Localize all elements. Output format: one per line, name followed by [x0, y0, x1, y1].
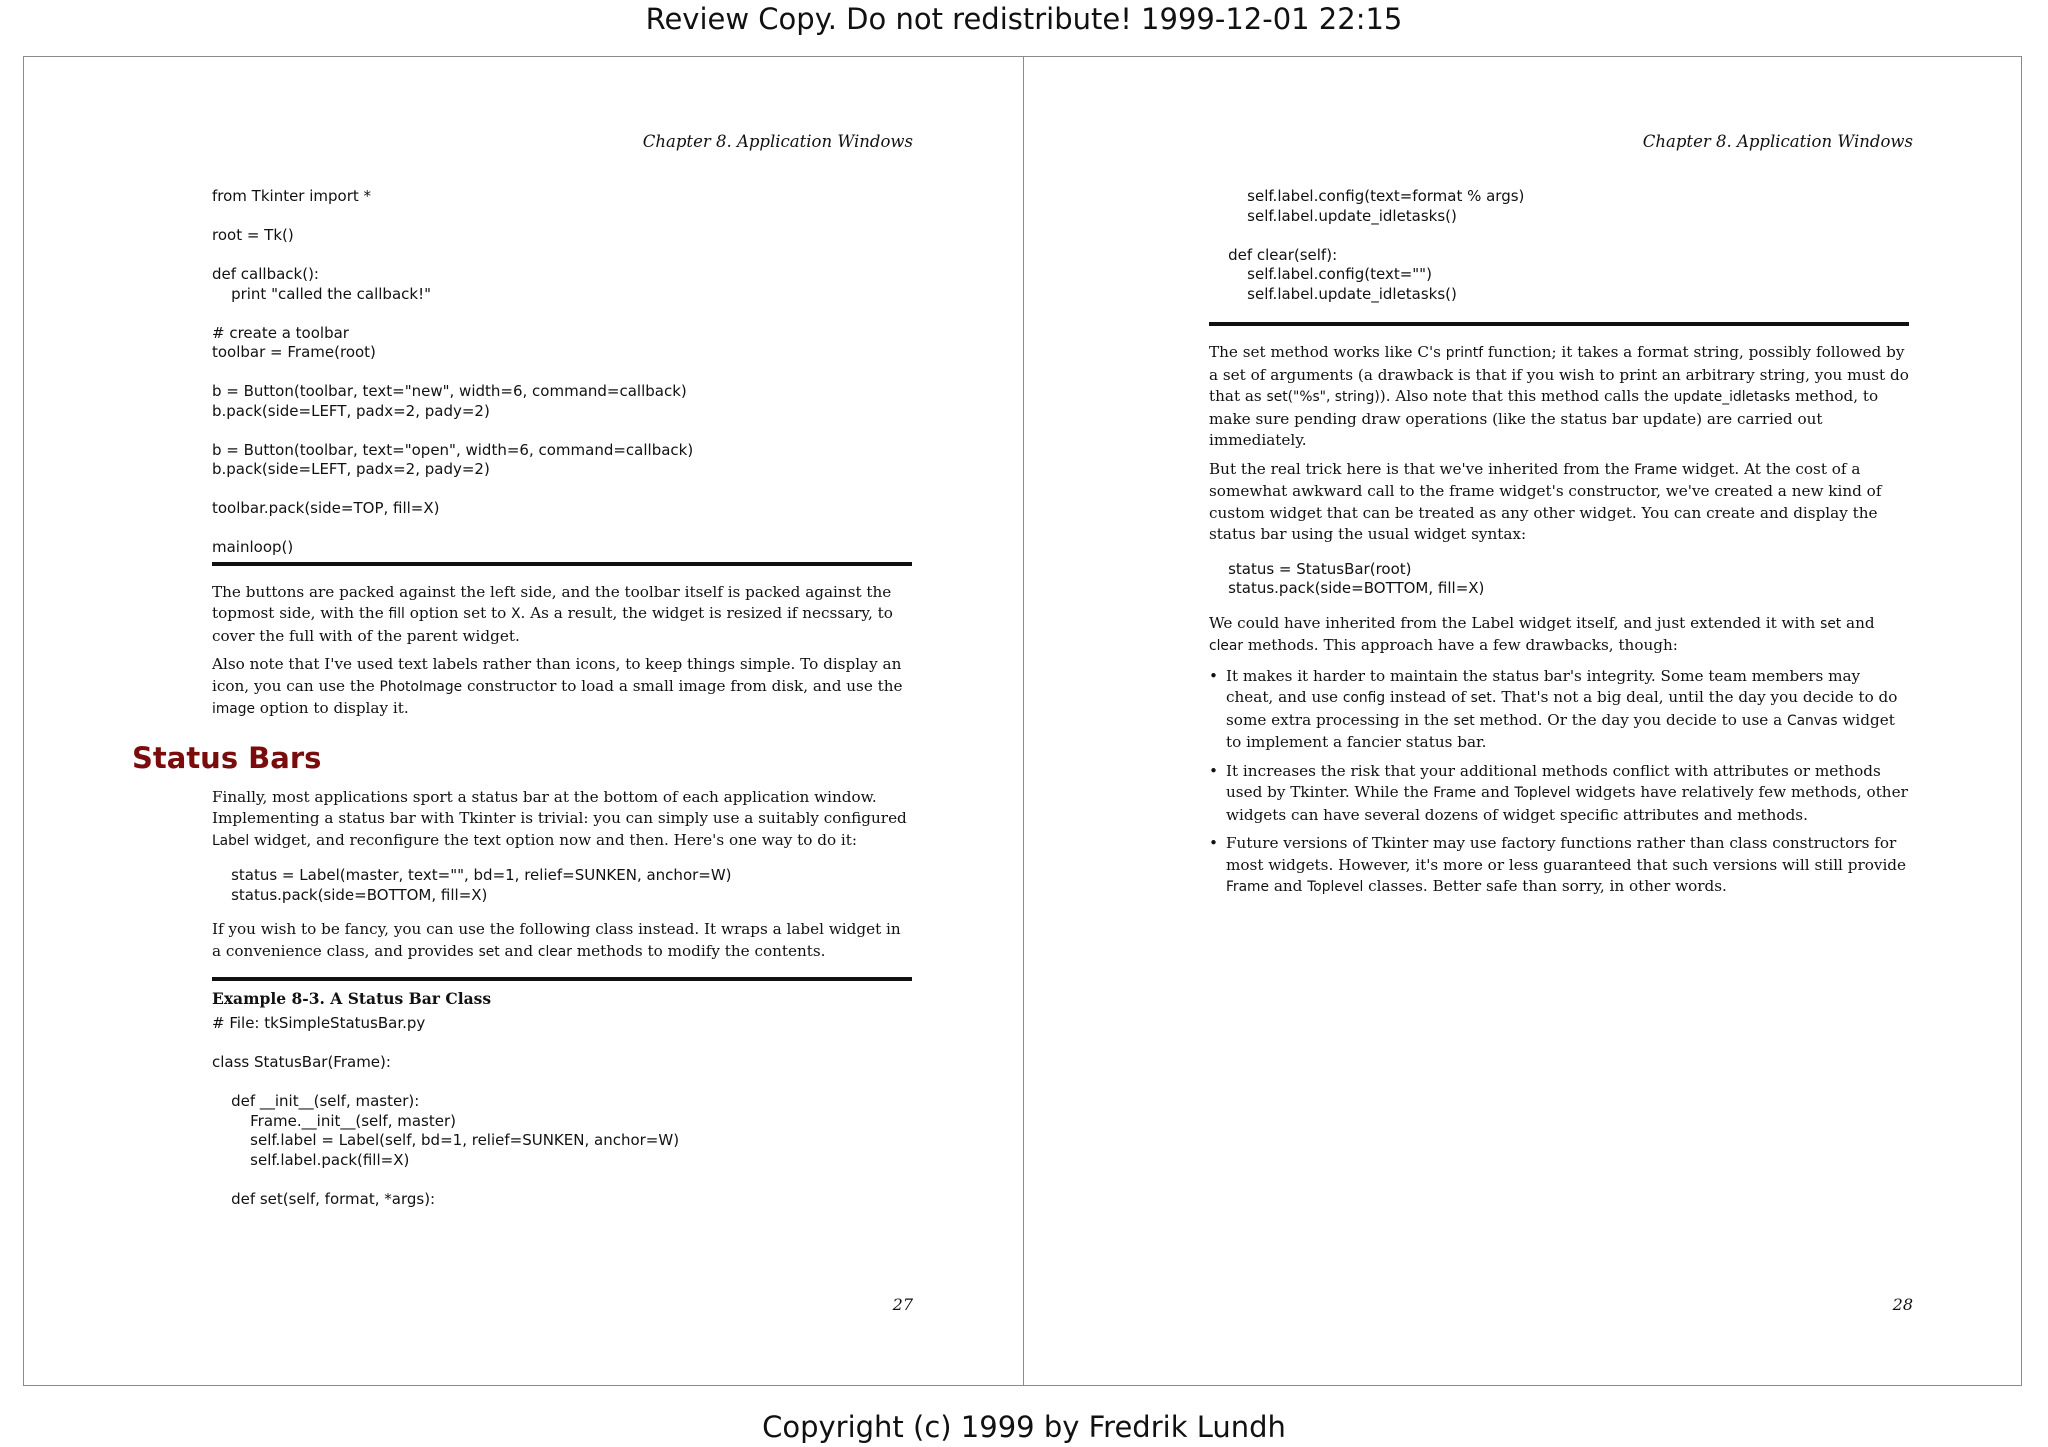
paragraph-fancy-class: If you wish to be fancy, you can use the following class instead. It wraps a label widget in a convenience class, and provides set and clear methods to modify the contents. [212, 920, 901, 960]
paragraph-buttons-packed: The buttons are packed against the left side, and the toolbar itself is packed against the topmost side, with the fill option set to X. As a result, the widget is resized if necssary, to cover the full with of the parent widget. [212, 582, 893, 645]
copyright-banner: Copyright (c) 1999 by Fredrik Lundh [762, 1410, 1286, 1444]
example-title: Example 8-3. A Status Bar Class [212, 989, 492, 1008]
running-header: Chapter 8. Application Windows [642, 132, 913, 151]
inline-code: update_idletasks [1673, 389, 1791, 405]
paragraph-status-bar-intro: Finally, most applications sport a status bar at the bottom of each application window. Implementing a status bar with Tkinter is trivial: you can simply use a suitably configured Label widget, and reconfigure the text option now and then. Here's one way to do it: [212, 787, 907, 849]
drawbacks-list [1209, 666, 1909, 899]
paragraph-set-method: The set method works like C's printf function; it takes a format string, possibly followed by a set of arguments (a drawback is that if you wish to print an arbitrary string, you must do that as set("%s", string)). Also note that this method calls the update_idletasks method, to make sure pending draw operations (like the status bar update) are carried out immediately. [1209, 343, 1909, 449]
list-item: • Future versions of Tkinter may use factory functions rather than class constructors for most widgets. However, it's more or less guaranteed that such versions will still provide Frame and Toplevel classes. Better safe than sorry, in other words. [1209, 833, 1909, 899]
code-end-rule [1209, 322, 1909, 326]
code-status-label: status = Label(master, text="", bd=1, relief=SUNKEN, anchor=W) status.pack(side=BOTTOM, fill=X) [231, 866, 732, 904]
book-spread [23, 56, 2022, 1386]
review-copy-banner: Review Copy. Do not redistribute! 1999-12-01 22:15 [645, 2, 1403, 36]
inline-code: printf [1445, 345, 1484, 361]
inline-code: Toplevel [1514, 785, 1571, 801]
inline-code: Canvas [1786, 712, 1838, 729]
right-page [1024, 57, 2023, 1385]
inline-code: set("%s", string) [1266, 389, 1380, 405]
inline-code: Toplevel [1307, 879, 1364, 895]
section-heading: Status Bars [132, 740, 322, 775]
inline-code: image [212, 701, 255, 717]
inline-code: set [1470, 690, 1492, 706]
inline-code: clear [537, 943, 572, 960]
paragraph-label-inheritance: We could have inherited from the Label widget itself, and just extended it with set and clear methods. This approach have a few drawbacks, though: [1209, 613, 1875, 654]
code-status-bar-class: # File: tkSimpleStatusBar.py class StatusBar(Frame): def __init__(self, master): Frame.__init__(self, master) self.label = Label(self, bd=1, relief=SUNKEN, anchor=W) self.label.pack(fill=X) def set(self, format, *args): [212, 1014, 680, 1208]
running-header: Chapter 8. Application Windows [1642, 132, 1913, 151]
list-item: • It increases the risk that your additional methods conflict with attributes or methods used by Tkinter. While the Frame and Toplevel widgets have relatively few methods, other widgets can have several dozens of widget specific attributes and methods. [1209, 761, 1909, 827]
inline-code: set [1820, 615, 1842, 632]
left-page [24, 57, 1023, 1385]
code-listing-continued: self.label.config(text=format % args) self.label.update_idletasks() def clear(self): self.label.config(text="") self.label.update_idletasks() [1228, 187, 1525, 303]
inline-code: fill [388, 606, 405, 622]
inline-code: Frame [1226, 879, 1269, 895]
inline-code: set [478, 943, 500, 960]
paragraph-text-labels: Also note that I've used text labels rather than icons, to keep things simple. To display an icon, you can use the PhotoImage constructor to load a small image from disk, and use the image option to display it. [212, 655, 903, 717]
right-page-column [1209, 187, 1909, 899]
inline-code: Frame [1433, 785, 1477, 801]
list-item: • It makes it harder to maintain the status bar's integrity. Some team members may cheat, and use config instead of set. That's not a big deal, until the day you decide to do some extra processing in the set method. Or the day you decide to use a Canvas widget to implement a fancier status bar. [1209, 666, 1909, 754]
code-status-bar-usage: status = StatusBar(root) status.pack(side=BOTTOM, fill=X) [1228, 559, 1485, 597]
page-number: 27 [892, 1295, 913, 1314]
inline-code: config [1342, 690, 1386, 706]
inline-code: set [1453, 712, 1475, 729]
paragraph-frame-trick: But the real trick here is that we've inherited from the Frame widget. At the cost of a somewhat awkward call to the frame widget's constructor, we've created a new kind of custom widget that can be treated as any other widget. You can create and display the status bar using the usual widget syntax: [1209, 459, 1882, 543]
code-listing-toolbar: from Tkinter import * root = Tk() def callback(): print "called the callback!" # create a toolbar toolbar = Frame(root) b = Button(toolbar, text="new", width=6, command=callback) b.pack(side=LEFT, padx=2, pady=2) b = Button(toolbar, text="open", width=6, command=callback) b.pack(side=LEFT, padx=2, pady=2) toolbar.pack(side=TOP, fill=X) mainloop() [212, 187, 694, 556]
inline-code: X [511, 606, 521, 622]
example-start-rule [212, 977, 912, 981]
inline-code: Frame [1634, 461, 1678, 478]
inline-code: clear [1209, 638, 1244, 654]
code-end-rule [212, 562, 912, 566]
inline-code: text [473, 832, 501, 849]
inline-code: PhotoImage [379, 678, 463, 695]
page-number: 28 [1892, 1295, 1913, 1314]
left-page-column [132, 187, 912, 1209]
inline-code: Label [212, 832, 250, 849]
